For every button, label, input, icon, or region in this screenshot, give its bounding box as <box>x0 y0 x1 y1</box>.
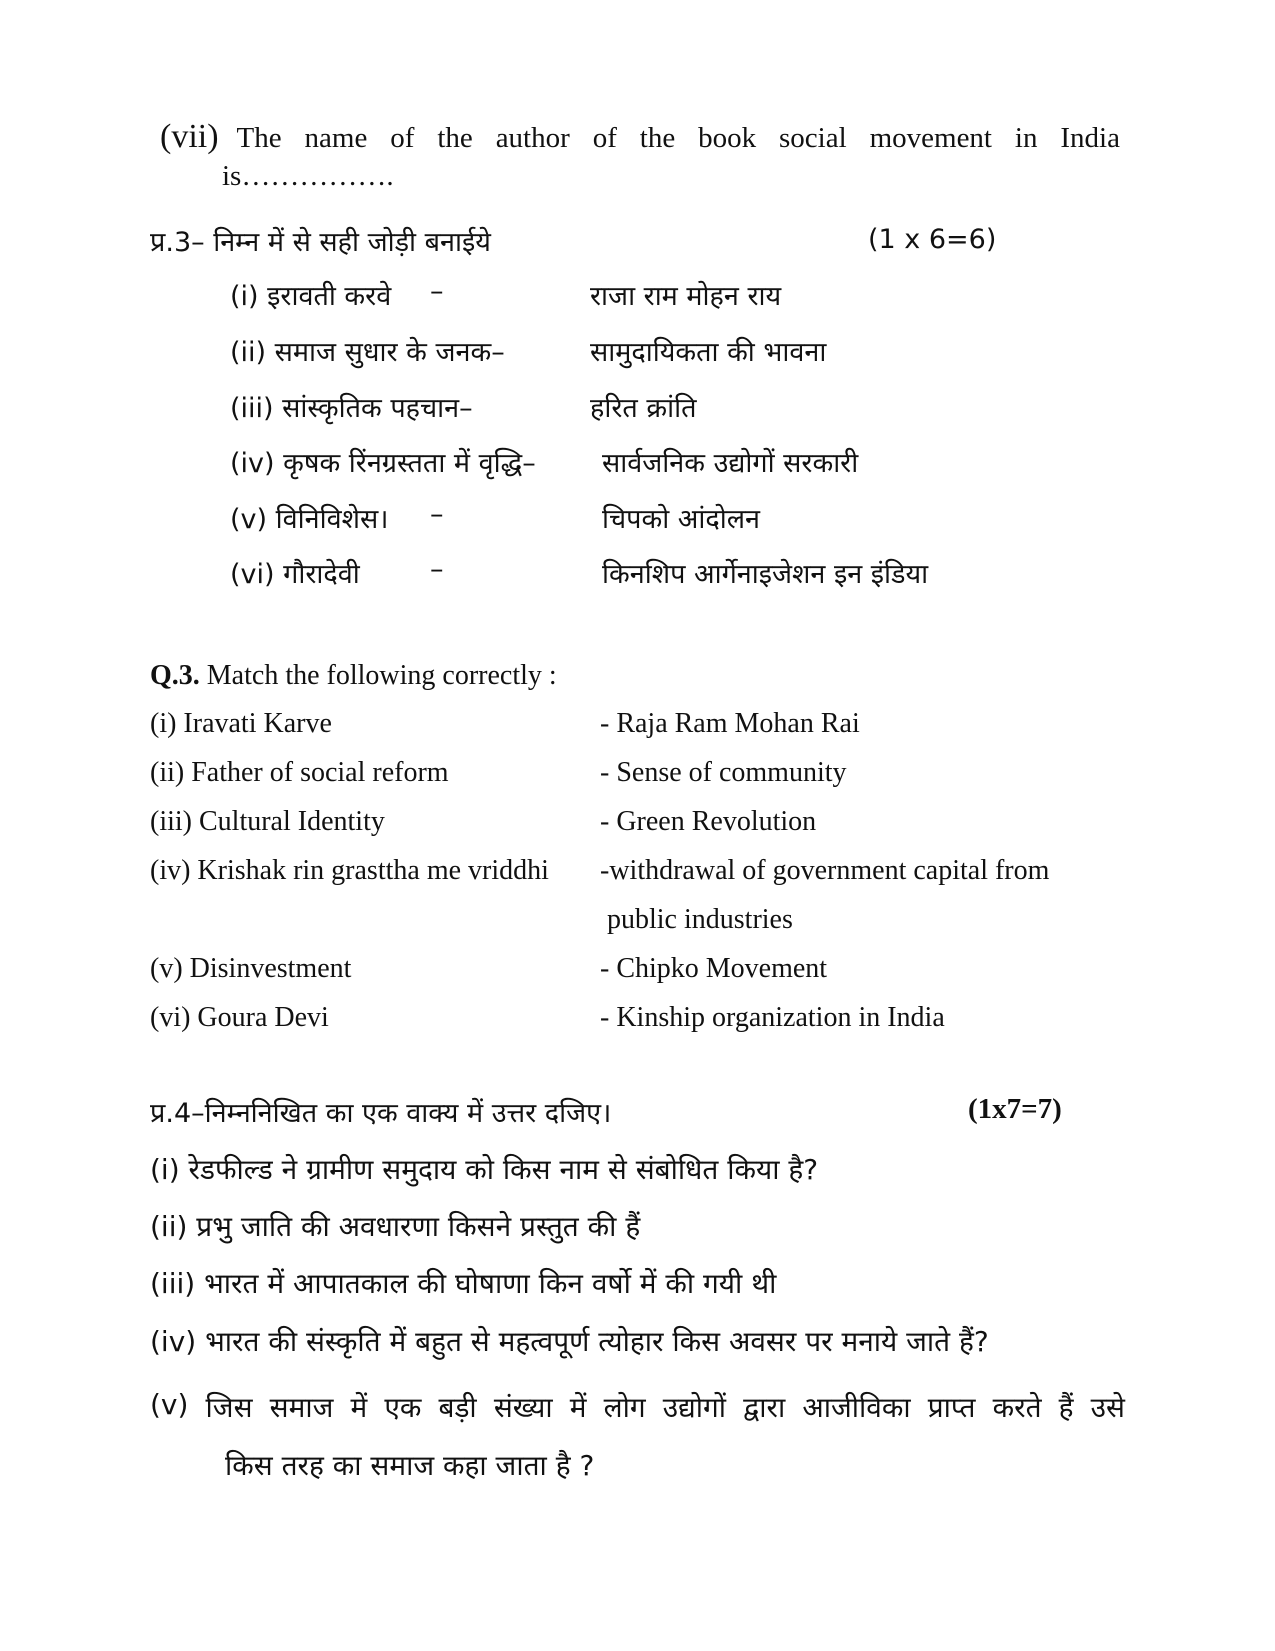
q3-hindi-row <box>230 554 1130 594</box>
row-left: (iii) Cultural Identity <box>150 806 385 837</box>
word: में <box>569 1391 587 1424</box>
row-left: (i) Iravati Karve <box>150 708 332 739</box>
word: book <box>698 122 757 154</box>
row-right: - Sense of community <box>600 757 847 788</box>
word: the <box>639 122 676 154</box>
row-right: चिपको आंदोलन <box>602 504 761 535</box>
q3-hindi-row <box>230 499 1130 539</box>
word: बड़ी <box>438 1391 477 1424</box>
word: आजीविका <box>802 1391 911 1424</box>
row-left: (vi) गौरादेवी <box>230 559 360 590</box>
q4-marks: (1x7=7) <box>968 1093 1062 1125</box>
word: social <box>779 122 847 154</box>
row-left: (v) विनिविशेस। <box>230 504 389 535</box>
word: प्राप्त <box>927 1391 976 1424</box>
q3-hindi-row <box>230 332 1130 372</box>
row-left: (iv) Krishak rin grasttha me vriddhi <box>150 855 549 886</box>
word: संख्या <box>493 1391 553 1424</box>
word: समाज <box>269 1391 334 1424</box>
word: उद्योगों <box>662 1391 727 1424</box>
word: of <box>390 122 415 154</box>
q4-question-v <box>150 1388 1125 1484</box>
row-right: public industries <box>600 904 793 935</box>
q3-marks: (1 x 6=6) <box>868 224 997 255</box>
word: The <box>236 122 282 154</box>
row-dash: – <box>430 499 444 530</box>
word: एक <box>384 1391 422 1424</box>
row-right: सार्वजनिक उद्योगों सरकारी <box>602 448 859 479</box>
q4-question: (iv) भारत की संस्कृति में बहुत से महत्वपूर्ण त्योहार किस अवसर पर मनाये जाते हैं? <box>150 1325 989 1358</box>
word: द्वारा <box>743 1391 786 1424</box>
row-left: (vi) Goura Devi <box>150 1002 329 1033</box>
row-dash: – <box>430 554 444 585</box>
word: (v) <box>150 1388 189 1421</box>
row-right: किनशिप आर्गेनाइजेशन इन इंडिया <box>602 559 929 590</box>
q3-english-heading <box>150 660 557 692</box>
q4-question: (i) रेडफील्ड ने ग्रामीण समुदाय को किस नाम से संबोधित किया है? <box>150 1153 819 1186</box>
q3-title: Match the following correctly : <box>199 660 557 691</box>
word: the <box>437 122 473 154</box>
q4-heading: प्र.4–निम्ननिखित का एक वाक्य में उत्तर दजिए। <box>150 1098 612 1129</box>
row-right: सामुदायिकता की भावना <box>590 337 827 368</box>
row-right: -withdrawal of government capital from <box>600 855 1050 886</box>
word: करते <box>992 1391 1042 1424</box>
question-vii <box>160 118 1120 195</box>
word: India <box>1060 122 1120 154</box>
row-left: (i) इरावती करवे <box>230 281 392 312</box>
q3-hindi-row <box>230 388 1130 428</box>
q3-label: Q.3. <box>150 660 200 691</box>
q4-question-v-line1 <box>150 1388 1125 1426</box>
word: जिस <box>205 1391 253 1424</box>
row-right: हरित क्रांति <box>590 393 697 424</box>
row-left: (iv) कृषक रिंनग्रस्तता में वृद्धि– <box>230 448 536 479</box>
word: of <box>592 122 617 154</box>
word: name <box>304 122 368 154</box>
q3-hindi-heading: प्र.3– निम्न में से सही जोड़ी बनाईये <box>150 227 491 258</box>
row-right: राजा राम मोहन राय <box>590 281 782 312</box>
word: हैं <box>1058 1391 1074 1424</box>
word: author <box>495 122 570 154</box>
q4-question: (ii) प्रभु जाति की अवधारणा किसने प्रस्तुत की हैं <box>150 1210 641 1243</box>
row-left: (iii) सांस्कृतिक पहचान– <box>230 393 473 424</box>
row-left: (v) Disinvestment <box>150 953 352 984</box>
word: लोग <box>603 1391 646 1424</box>
question-vii-words <box>237 119 1120 157</box>
q4-question-v-line2: किस तरह का समाज कहा जाता है ? <box>225 1449 595 1482</box>
word: movement <box>869 122 992 154</box>
row-dash: – <box>430 276 444 307</box>
question-vii-line1 <box>160 118 1120 157</box>
row-right: - Kinship organization in India <box>600 1002 945 1033</box>
question-number: (vii) <box>160 118 219 155</box>
word: उसे <box>1090 1391 1125 1424</box>
q3-hindi-row <box>230 276 1130 316</box>
row-right: - Green Revolution <box>600 806 817 837</box>
question-vii-continuation: is……………. <box>222 160 394 192</box>
word: में <box>350 1391 368 1424</box>
q4-question: (iii) भारत में आपातकाल की घोषाणा किन वर्षो में की गयी थी <box>150 1267 777 1300</box>
word: in <box>1014 122 1038 154</box>
row-right: - Chipko Movement <box>600 953 828 984</box>
row-left: (ii) Father of social reform <box>150 757 449 788</box>
row-right: - Raja Ram Mohan Rai <box>600 708 860 739</box>
row-left: (ii) समाज सुधार के जनक– <box>230 337 505 368</box>
q3-hindi-row <box>230 443 1130 483</box>
